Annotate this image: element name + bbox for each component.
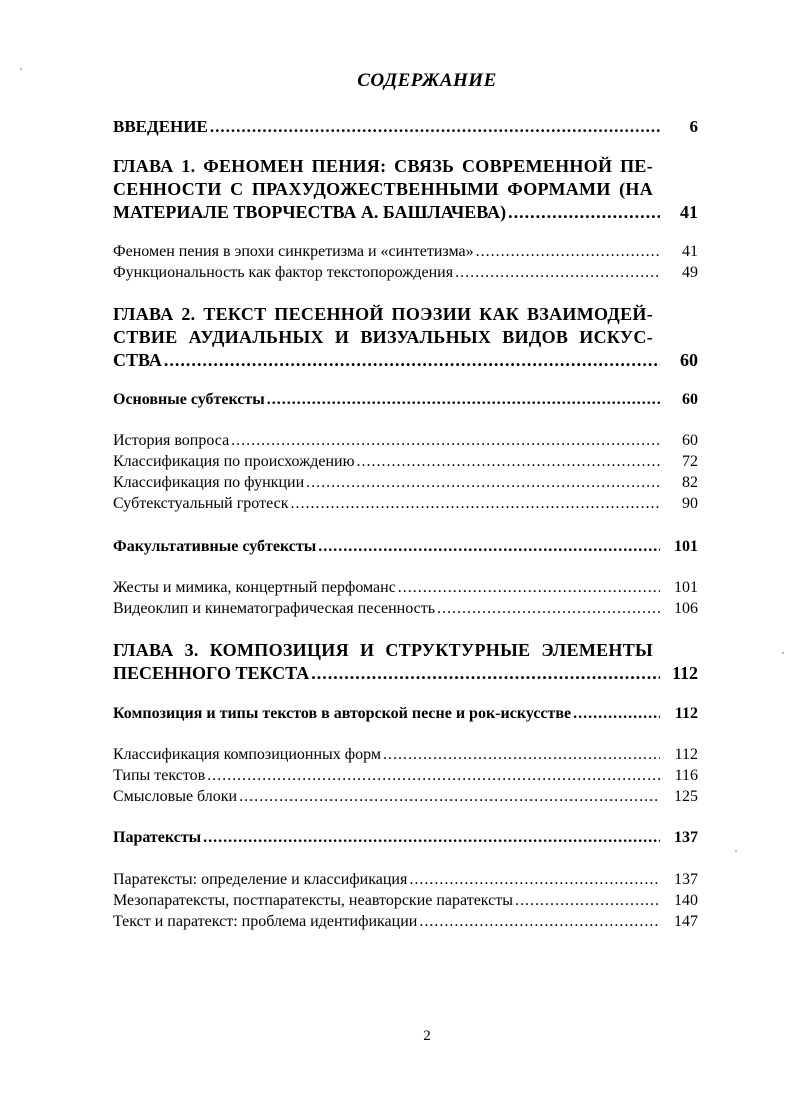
scan-speck	[20, 68, 22, 70]
toc-chapter-1-items	[113, 241, 698, 283]
toc-chapter-3[interactable]	[113, 639, 698, 685]
dot-leader	[231, 430, 660, 451]
toc-entry[interactable]	[113, 911, 698, 932]
dot-leader	[409, 869, 660, 890]
toc-page-number: 60	[680, 350, 698, 370]
toc-page-number: 60	[682, 432, 698, 449]
page-title: СОДЕРЖАНИЕ	[357, 70, 497, 91]
toc-section[interactable]	[113, 389, 698, 410]
dot-leader	[476, 241, 660, 262]
toc-entry-intro[interactable]	[113, 116, 698, 137]
toc-section[interactable]	[113, 536, 698, 557]
dot-leader	[455, 262, 660, 283]
toc-section-items	[113, 869, 698, 932]
toc-page-number: 106	[674, 600, 698, 617]
scan-speck	[735, 850, 737, 852]
toc-page-number: 60	[682, 391, 698, 408]
page-number: 2	[423, 1028, 431, 1044]
chapter-heading-line: СТВИЕ АУДИАЛЬНЫХ И ВИЗУАЛЬНЫХ ВИДОВ ИСКУС-	[113, 327, 653, 347]
toc-entry-label: Классификация по функции	[113, 474, 305, 491]
toc-page-number: 112	[674, 705, 698, 722]
toc-entry-label: Текст и паратекст: проблема идентификации	[113, 913, 418, 930]
toc-section[interactable]	[113, 827, 698, 848]
toc-entry[interactable]	[113, 765, 698, 786]
chapter-heading-line: ГЛАВА 1. ФЕНОМЕН ПЕНИЯ: СВЯЗЬ СОВРЕМЕННОЙ ПЕ-	[113, 156, 653, 176]
chapter-heading-line: МАТЕРИАЛЕ ТВОРЧЕСТВА А. БАШЛАЧЕВА)	[113, 202, 507, 222]
toc-entry-label: Паратексты: определение и классификация	[113, 871, 408, 888]
toc-page-number: 116	[674, 767, 698, 784]
chapter-heading-line: ГЛАВА 3. КОМПОЗИЦИЯ И СТРУКТУРНЫЕ ЭЛЕМЕНТЫ	[113, 640, 653, 660]
toc-section[interactable]	[113, 703, 698, 724]
chapter-heading-line: ГЛАВА 2. ТЕКСТ ПЕСЕННОЙ ПОЭЗИИ КАК ВЗАИМОДЕЙ-	[113, 304, 653, 324]
dot-leader	[164, 349, 660, 372]
dot-leader	[515, 890, 660, 911]
toc-page-number: 72	[682, 453, 698, 470]
dot-leader	[573, 703, 660, 724]
dot-leader	[210, 116, 660, 137]
toc-chapter-2[interactable]	[113, 303, 698, 372]
toc-page-number: 140	[674, 892, 698, 909]
chapter-heading-line: СЕННОСТИ С ПРАХУДОЖЕСТВЕННЫМИ ФОРМАМИ (НА	[113, 179, 653, 199]
toc-entry-label: Функциональность как фактор текстопорождения	[113, 264, 454, 281]
dot-leader	[357, 451, 660, 472]
toc-entry[interactable]	[113, 451, 698, 472]
dot-leader	[203, 827, 660, 848]
toc-page-number: 41	[682, 243, 698, 260]
toc-entry[interactable]	[113, 598, 698, 619]
toc-page-number: 112	[671, 663, 698, 683]
toc-entry-label: Видеоклип и кинематографическая песенность	[113, 600, 436, 617]
toc-entry[interactable]	[113, 472, 698, 493]
toc-page-number: 49	[682, 264, 698, 281]
dot-leader	[383, 744, 660, 765]
dot-leader	[437, 598, 660, 619]
toc-section-items	[113, 744, 698, 807]
dot-leader	[508, 201, 660, 224]
toc-page-number: 137	[674, 871, 698, 888]
toc-page-number: 41	[680, 202, 698, 222]
toc-section-label: Факультативные субтексты	[113, 538, 317, 555]
toc-entry[interactable]	[113, 744, 698, 765]
toc-entry-label: Типы текстов	[113, 767, 206, 784]
toc-entry-label: Классификация композиционных форм	[113, 746, 382, 763]
toc-entry[interactable]	[113, 786, 698, 807]
toc-entry[interactable]	[113, 869, 698, 890]
dot-leader	[267, 389, 660, 410]
toc-entry-label: ВВЕДЕНИЕ	[113, 117, 208, 136]
toc-section-label: Основные субтексты	[113, 391, 265, 408]
toc-entry[interactable]	[113, 241, 698, 262]
toc-entry-label: Феномен пения в эпохи синкретизма и «синтетизма»	[113, 243, 474, 260]
dot-leader	[318, 536, 660, 557]
toc-page-number: 90	[682, 495, 698, 512]
dot-leader	[398, 577, 660, 598]
toc-entry-label: Субтекстуальный гротеск	[113, 495, 289, 512]
toc-entry[interactable]	[113, 430, 698, 451]
toc-page-number: 147	[674, 913, 698, 930]
chapter-heading-line: СТВА	[113, 350, 162, 370]
dot-leader	[306, 472, 660, 493]
dot-leader	[290, 493, 660, 514]
toc-entry-label: Классификация по происхождению	[113, 453, 355, 470]
toc-section-label: Композиция и типы текстов в авторской песне и рок-искусстве	[113, 705, 572, 722]
toc-entry[interactable]	[113, 262, 698, 283]
toc-entry-label: Смысловые блоки	[113, 788, 238, 805]
toc-entry[interactable]	[113, 577, 698, 598]
toc-page-number: 101	[674, 579, 698, 596]
chapter-heading-line: ПЕСЕННОГО ТЕКСТА	[113, 663, 310, 683]
toc-section-label: Паратексты	[113, 829, 202, 846]
toc-section-items	[113, 430, 698, 514]
toc-page-number: 6	[689, 117, 698, 136]
scan-speck	[782, 652, 784, 654]
toc-page-number: 112	[674, 746, 698, 763]
toc-chapter-1[interactable]	[113, 155, 698, 224]
toc-page-number: 125	[674, 788, 698, 805]
toc-entry-label: Жесты и мимика, концертный перфоманс	[113, 579, 396, 596]
toc-page-number: 82	[682, 474, 698, 491]
toc-entry-label: История вопроса	[113, 432, 230, 449]
toc-page-number: 137	[674, 829, 698, 846]
dot-leader	[311, 662, 660, 685]
toc-entry[interactable]	[113, 890, 698, 911]
dot-leader	[419, 911, 660, 932]
dot-leader	[207, 765, 660, 786]
toc-page-number: 101	[674, 538, 698, 555]
toc-entry-label: Мезопаратексты, постпаратексты, неавторские паратексты	[113, 892, 514, 909]
toc-section-items	[113, 577, 698, 619]
toc-entry[interactable]	[113, 493, 698, 514]
dot-leader	[239, 786, 660, 807]
